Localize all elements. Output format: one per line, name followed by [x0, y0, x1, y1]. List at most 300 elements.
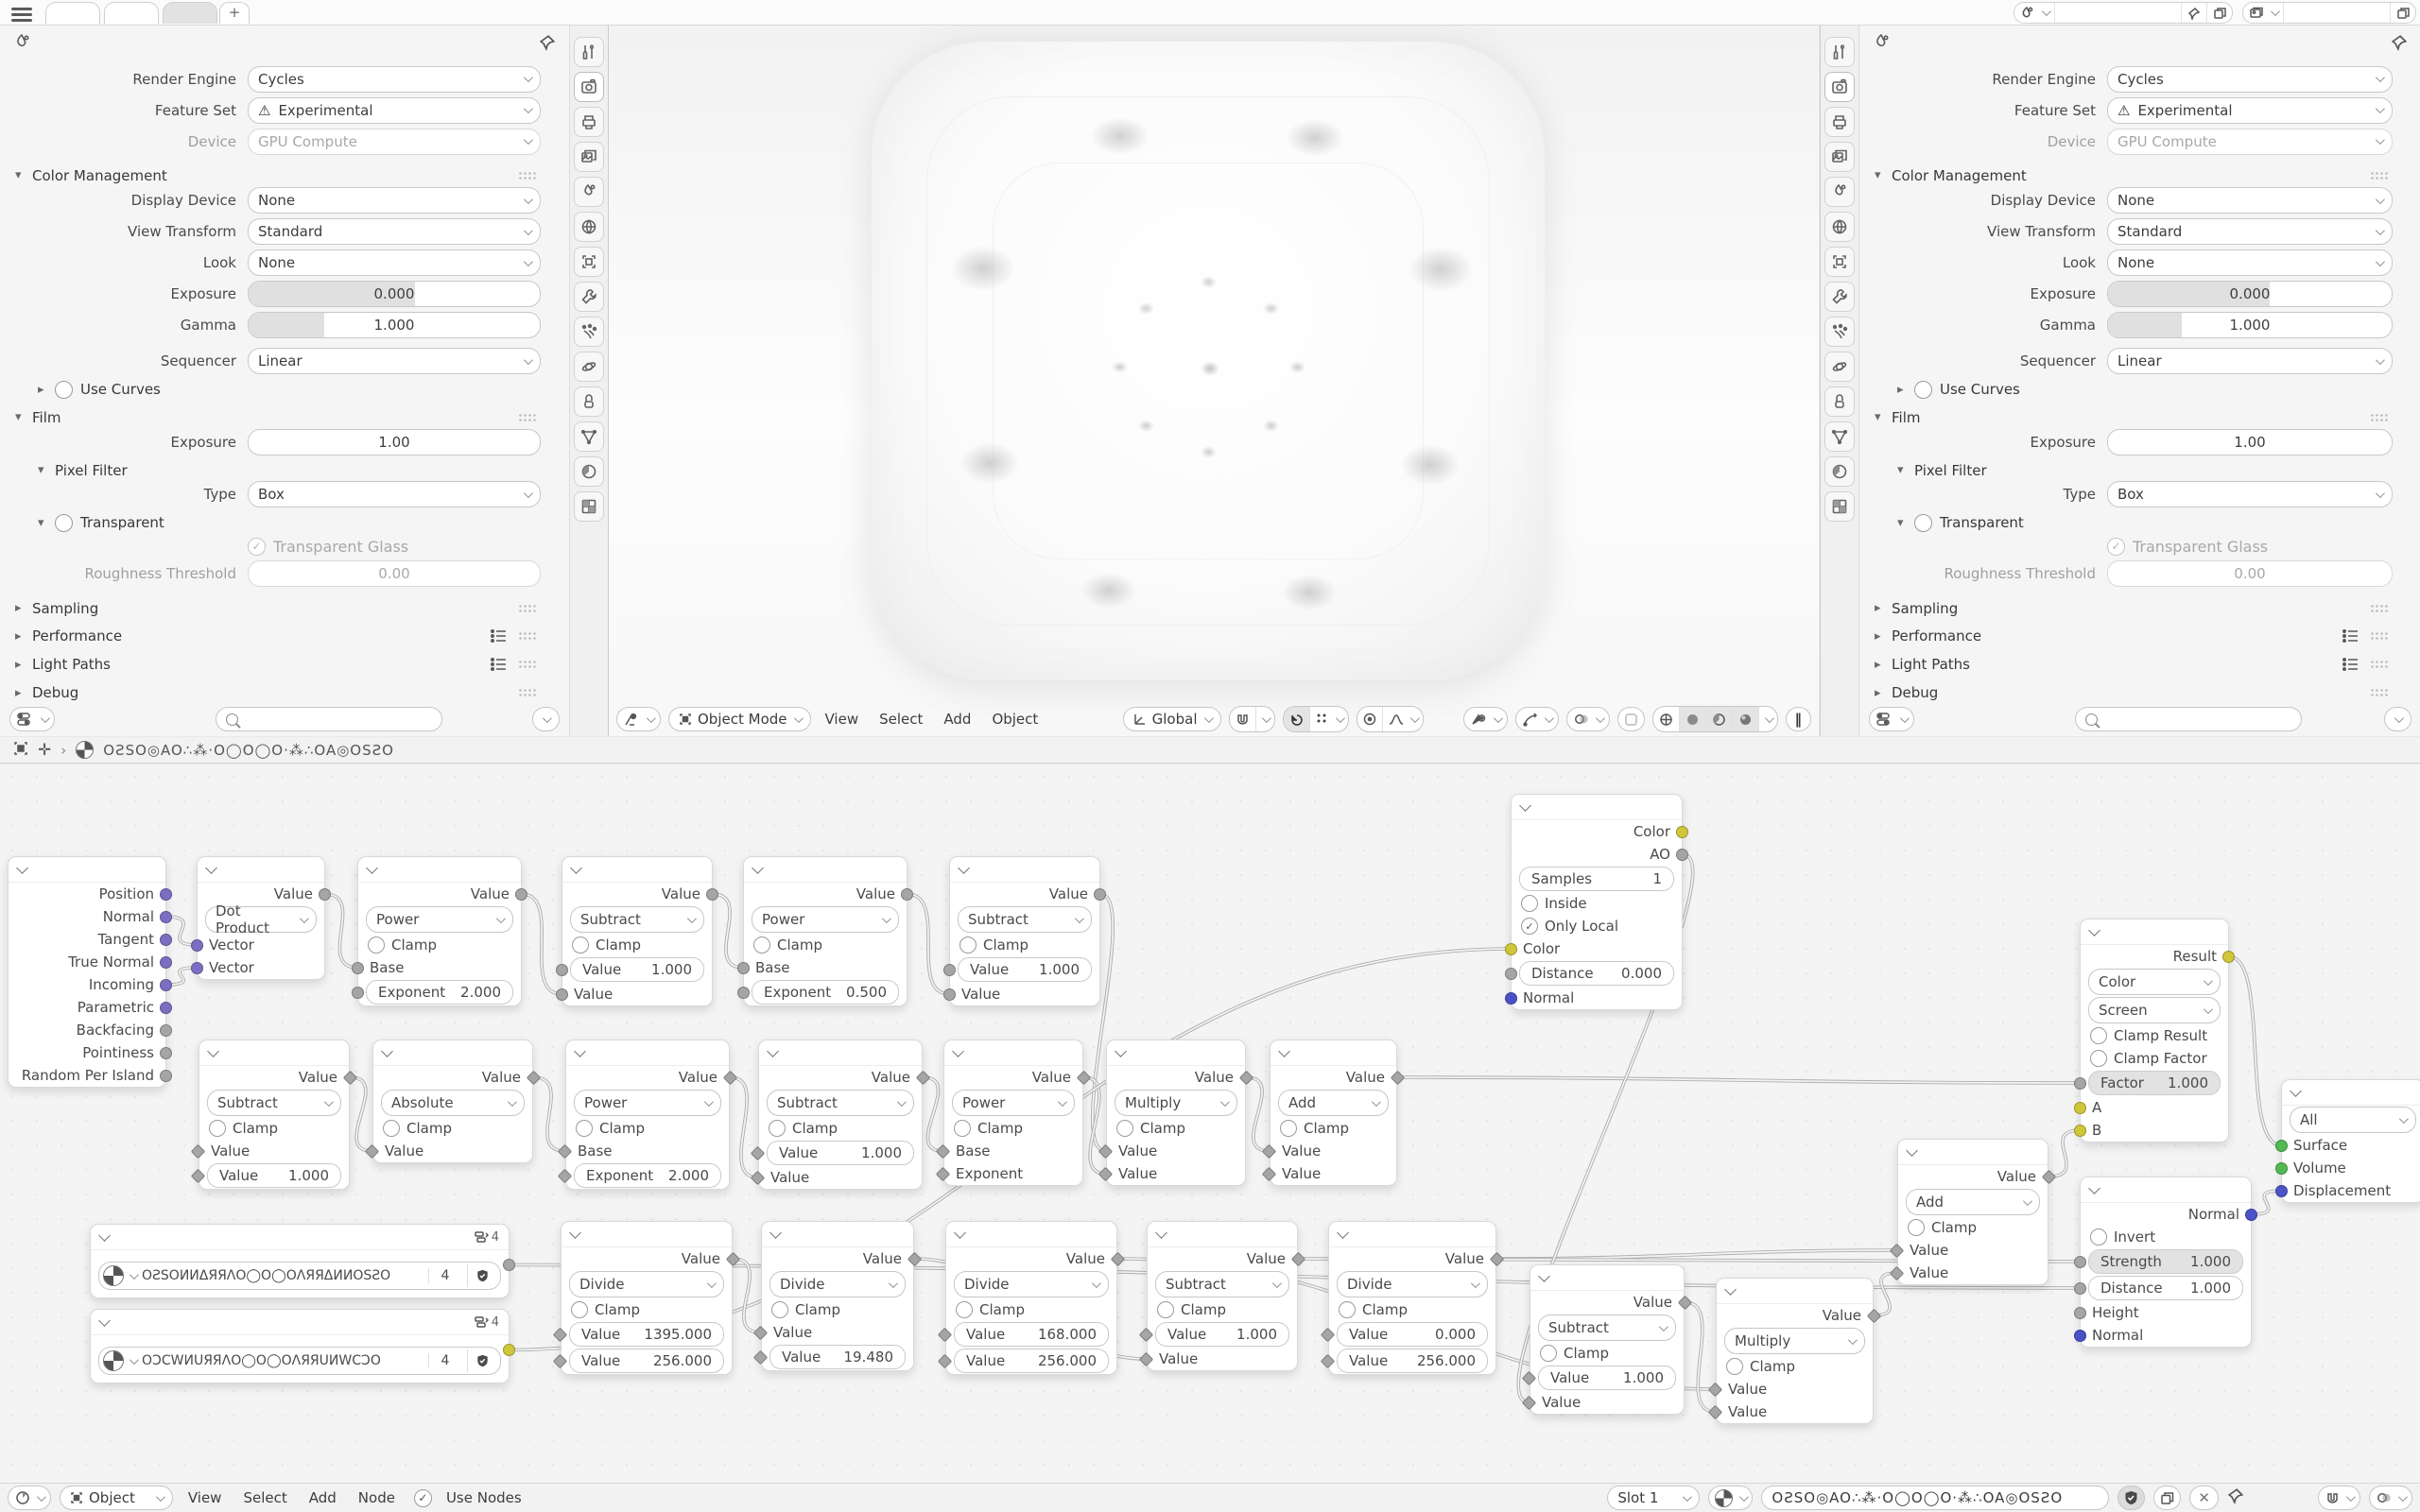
transparent-glass-checkbox[interactable]	[2107, 538, 2125, 556]
node-pow3[interactable]	[565, 1040, 730, 1190]
display-device-dropdown[interactable]: None	[2107, 187, 2393, 214]
clamp-checkbox[interactable]	[1540, 1345, 1557, 1362]
clamp-checkbox[interactable]	[956, 1301, 973, 1318]
output-socket-position[interactable]	[160, 888, 172, 901]
clamp-checkbox[interactable]	[753, 936, 770, 954]
section-color-management[interactable]: ▾ Color Management	[0, 166, 569, 185]
viewport-3d[interactable]	[609, 26, 1819, 736]
view-layer-copy-icon[interactable]	[2390, 3, 2415, 23]
node-collapse-chevron[interactable]	[944, 1040, 1082, 1066]
tab-physics[interactable]	[1824, 352, 1855, 382]
node-collapse-chevron[interactable]	[373, 1040, 532, 1066]
operation-dropdown[interactable]: Subtract	[767, 1090, 914, 1116]
output-socket-color[interactable]	[1676, 826, 1688, 838]
add-workspace-button[interactable]: +	[219, 2, 250, 24]
node-div2[interactable]	[761, 1221, 914, 1371]
clamp-checkbox[interactable]	[383, 1120, 400, 1137]
value-field[interactable]: Value 19.480	[769, 1345, 906, 1369]
clamp-checkbox[interactable]	[1280, 1120, 1297, 1137]
operation-dropdown[interactable]: Color	[2088, 969, 2221, 995]
input-socket-exponent[interactable]	[352, 987, 364, 999]
operation-dropdown[interactable]: Subtract	[1538, 1314, 1676, 1341]
input-socket-b[interactable]	[2074, 1125, 2086, 1137]
subsection-transparent[interactable]: ▾ Transparent	[38, 514, 164, 532]
clamp-checkbox[interactable]	[1908, 1219, 1925, 1236]
tab-material[interactable]	[574, 456, 604, 487]
operation-dropdown[interactable]: Divide	[569, 1271, 724, 1297]
input-socket-surface[interactable]	[2275, 1140, 2288, 1152]
tab-particles[interactable]	[574, 317, 604, 347]
transparent-checkbox[interactable]	[55, 514, 73, 532]
node-add2[interactable]	[1897, 1139, 2048, 1285]
input-socket-base[interactable]	[352, 962, 364, 974]
tab-output[interactable]	[1824, 107, 1855, 137]
value-field[interactable]: Distance 0.000	[1519, 961, 1674, 986]
operation-dropdown[interactable]: Absolute	[381, 1090, 525, 1116]
filter-type-dropdown[interactable]: Box	[2107, 481, 2393, 507]
drag-grip-icon[interactable]	[518, 413, 537, 422]
drag-grip-icon[interactable]	[518, 171, 537, 180]
add-cursor-icon[interactable]: ✛	[38, 740, 52, 760]
snap-options-dropdown[interactable]	[1255, 707, 1274, 731]
preset-list-icon[interactable]	[2342, 628, 2360, 644]
section-film[interactable]: ▾ Film	[1859, 408, 2420, 427]
menu-select[interactable]: Select	[879, 711, 924, 728]
datablock-selector[interactable]	[98, 1262, 501, 1290]
viewport-object[interactable]	[872, 42, 1545, 680]
operation-dropdown[interactable]: Screen	[2088, 997, 2221, 1023]
node-collapse-chevron[interactable]	[1512, 795, 1682, 820]
menu-select[interactable]: Select	[243, 1489, 287, 1506]
rotate-snap-icon[interactable]	[1284, 707, 1309, 731]
tab-view-layer[interactable]	[1824, 142, 1855, 172]
drag-grip-icon[interactable]	[518, 631, 537, 641]
shading-material-icon[interactable]	[1705, 707, 1732, 731]
value-field[interactable]: Value 1.000	[570, 957, 704, 982]
tab-output[interactable]	[574, 107, 604, 137]
operation-dropdown[interactable]: Dot Product	[205, 906, 317, 933]
workspace-tab-2[interactable]	[104, 2, 159, 24]
subsection-pixel-filter[interactable]: ▾ Pixel Filter	[1897, 461, 1987, 479]
datablock-selector[interactable]	[98, 1347, 501, 1375]
snap-magnet-icon[interactable]	[1230, 707, 1255, 731]
input-socket-value[interactable]	[556, 964, 568, 976]
options-dropdown[interactable]	[2384, 707, 2411, 731]
transparent-glass-checkbox[interactable]	[248, 538, 266, 556]
output-socket-random-per-island[interactable]	[160, 1070, 172, 1082]
proportional-edit-icon[interactable]	[1357, 707, 1382, 731]
grid-dots-icon[interactable]	[1309, 707, 1348, 731]
orientation-dropdown[interactable]: Global	[1123, 707, 1221, 731]
inside-checkbox[interactable]	[1521, 895, 1538, 912]
material-ball-icon[interactable]	[103, 1350, 124, 1371]
node-out[interactable]	[2281, 1079, 2420, 1203]
node-collapse-chevron[interactable]	[562, 1222, 732, 1247]
drag-grip-icon[interactable]	[518, 604, 537, 613]
drag-grip-icon[interactable]	[518, 688, 537, 697]
output-socket-result[interactable]	[2222, 951, 2235, 963]
tab-object[interactable]	[574, 247, 604, 277]
node-collapse-chevron[interactable]	[9, 857, 165, 883]
clamp-checkbox[interactable]	[572, 936, 589, 954]
view-layer-icon[interactable]	[2243, 3, 2283, 23]
output-socket-tangent[interactable]	[160, 934, 172, 946]
tab-particles[interactable]	[1824, 317, 1855, 347]
visibility-dropdown[interactable]	[1463, 707, 1508, 731]
subsection-pixel-filter[interactable]: ▾ Pixel Filter	[38, 461, 128, 479]
drag-grip-icon[interactable]	[2370, 604, 2389, 613]
gamma-slider[interactable]: 1.000	[248, 312, 541, 338]
scene-pin-icon[interactable]	[2181, 3, 2206, 23]
subsection-use-curves[interactable]: ▸ Use Curves	[38, 381, 161, 399]
operation-dropdown[interactable]: Power	[752, 906, 899, 933]
node-collapse-chevron[interactable]	[762, 1222, 913, 1247]
use-curves-checkbox[interactable]	[1914, 381, 1932, 399]
sequencer-dropdown[interactable]: Linear	[2107, 348, 2393, 374]
section-light-paths[interactable]: ▸ Light Paths	[0, 655, 569, 674]
tab-data[interactable]	[1824, 421, 1855, 452]
tab-tool[interactable]	[574, 37, 604, 67]
tab-scene[interactable]	[1824, 177, 1855, 207]
input-socket-height[interactable]	[2074, 1307, 2086, 1319]
drag-grip-icon[interactable]	[2370, 688, 2389, 697]
node-collapse-chevron[interactable]	[358, 857, 521, 883]
menu-object[interactable]: Object	[992, 711, 1039, 728]
operation-dropdown[interactable]: Power	[952, 1090, 1075, 1116]
node-sub4[interactable]	[758, 1040, 923, 1190]
node-ao[interactable]	[1511, 794, 1683, 1010]
shading-options-dropdown[interactable]	[1758, 707, 1777, 731]
input-socket-base[interactable]	[737, 962, 750, 974]
pause-button[interactable]: ‖	[1786, 707, 1812, 731]
properties-filter-icon[interactable]	[9, 707, 55, 731]
properties-search-input[interactable]	[2075, 707, 2302, 731]
exposure-slider[interactable]: 0.000	[248, 281, 541, 307]
output-socket-true-normal[interactable]	[160, 956, 172, 969]
tab-view-layer[interactable]	[574, 142, 604, 172]
drag-grip-icon[interactable]	[2370, 660, 2389, 669]
clamp-checkbox[interactable]	[959, 936, 977, 954]
clamp-checkbox[interactable]	[209, 1120, 226, 1137]
input-socket-a[interactable]	[2074, 1102, 2086, 1114]
node-collapse-chevron[interactable]	[1717, 1279, 1873, 1304]
menu-view[interactable]: View	[187, 1489, 222, 1506]
mode-dropdown[interactable]: Object Mode	[668, 707, 811, 731]
input-socket-distance[interactable]	[1505, 968, 1517, 980]
output-socket-normal[interactable]	[2245, 1209, 2257, 1221]
node-collapse-chevron[interactable]	[562, 857, 712, 883]
operation-dropdown[interactable]: Add	[1906, 1189, 2040, 1215]
input-socket-value[interactable]	[943, 964, 956, 976]
scene-selector[interactable]	[2014, 2, 2233, 24]
clamp-result-checkbox[interactable]	[2090, 1027, 2107, 1044]
only-local-checkbox[interactable]	[1521, 918, 1538, 935]
workspace-tab-1[interactable]	[45, 2, 100, 24]
section-film[interactable]: ▾ Film	[0, 408, 569, 427]
node-grpB[interactable]	[90, 1309, 510, 1383]
input-socket-volume[interactable]	[2275, 1162, 2288, 1175]
operation-dropdown[interactable]: Multiply	[1115, 1090, 1237, 1116]
fake-user-shield-button[interactable]	[2118, 1486, 2145, 1510]
clamp-checkbox[interactable]	[1726, 1358, 1743, 1375]
menu-add[interactable]: Add	[943, 711, 972, 728]
input-socket-distance[interactable]	[2074, 1282, 2086, 1295]
device-dropdown[interactable]: GPU Compute	[248, 129, 541, 155]
node-sub6[interactable]	[1530, 1264, 1685, 1415]
feature-set-dropdown[interactable]: ⚠ Experimental	[248, 97, 541, 124]
node-sub3[interactable]	[199, 1040, 350, 1190]
material-browse-dropdown[interactable]	[1708, 1486, 1753, 1510]
datablock-name[interactable]: OƧSOИИΔЯЯΛO◯O◯OΛЯЯΔИИOSƧO	[142, 1268, 391, 1283]
menu-node[interactable]: Node	[357, 1489, 395, 1506]
object-context-icon[interactable]	[13, 741, 28, 760]
node-collapse-chevron[interactable]	[744, 857, 907, 883]
preset-list-icon[interactable]	[490, 657, 509, 672]
node-collapse-chevron[interactable]	[1530, 1265, 1684, 1291]
tab-render[interactable]	[1824, 72, 1855, 102]
tab-material[interactable]	[1824, 456, 1855, 487]
exposure-slider[interactable]: 0.000	[2107, 281, 2393, 307]
tab-modifiers[interactable]	[574, 282, 604, 312]
overlays-toggle-button[interactable]	[2369, 1486, 2412, 1510]
input-socket-strength[interactable]	[2074, 1256, 2086, 1268]
section-debug[interactable]: ▸ Debug	[0, 683, 569, 702]
material-name-input[interactable]: OƧSO◎AO∴⁂·O◯O◯O·⁂∴OA◎OSƧO	[1761, 1486, 2109, 1510]
output-socket-value[interactable]	[515, 888, 527, 901]
operation-dropdown[interactable]: Divide	[1337, 1271, 1488, 1297]
snapping-magnet-button[interactable]	[2318, 1486, 2360, 1510]
fake-user-shield-button[interactable]	[467, 1349, 496, 1372]
xray-toggle[interactable]	[1617, 707, 1645, 731]
device-dropdown[interactable]: GPU Compute	[2107, 129, 2393, 155]
node-mul2[interactable]	[1716, 1278, 1874, 1424]
preset-list-icon[interactable]	[490, 628, 509, 644]
node-collapse-chevron[interactable]	[199, 1040, 349, 1066]
invert-checkbox[interactable]	[2090, 1228, 2107, 1246]
node-abs1[interactable]	[372, 1040, 533, 1163]
node-div1[interactable]	[561, 1221, 733, 1375]
output-socket-value[interactable]	[1094, 888, 1106, 901]
node-collapse-chevron[interactable]	[946, 1222, 1116, 1247]
node-collapse-chevron[interactable]	[1898, 1140, 2048, 1165]
value-field[interactable]: Exponent 0.500	[752, 980, 899, 1005]
value-field[interactable]: Value 1.000	[767, 1141, 914, 1165]
section-performance[interactable]: ▸ Performance	[1859, 627, 2420, 645]
use-curves-checkbox[interactable]	[55, 381, 73, 399]
node-collapse-chevron[interactable]	[91, 1225, 509, 1250]
output-socket-backfacing[interactable]	[160, 1024, 172, 1037]
value-field[interactable]: Value 1.000	[1155, 1322, 1289, 1347]
operation-dropdown[interactable]: Power	[366, 906, 513, 933]
input-socket-vector[interactable]	[191, 939, 203, 952]
feature-set-dropdown[interactable]: ⚠ Experimental	[2107, 97, 2393, 124]
clamp-checkbox[interactable]	[571, 1301, 588, 1318]
section-debug[interactable]: ▸ Debug	[1859, 683, 2420, 702]
clamp-factor-checkbox[interactable]	[2090, 1050, 2107, 1067]
node-collapse-chevron[interactable]	[759, 1040, 922, 1066]
section-sampling[interactable]: ▸ Sampling	[0, 599, 569, 618]
display-device-dropdown[interactable]: None	[248, 187, 541, 214]
node-geo[interactable]	[8, 856, 166, 1088]
input-socket-value[interactable]	[943, 988, 956, 1001]
operation-dropdown[interactable]: Add	[1278, 1090, 1389, 1116]
roughness-threshold-field[interactable]: 0.00	[2107, 560, 2393, 587]
shading-rendered-icon[interactable]	[1732, 707, 1758, 731]
film-exposure-field[interactable]: 1.00	[2107, 429, 2393, 455]
operation-dropdown[interactable]: Subtract	[570, 906, 704, 933]
input-socket-color[interactable]	[1505, 943, 1517, 955]
roughness-threshold-field[interactable]: 0.00	[248, 560, 541, 587]
value-field[interactable]: Value 256.000	[1337, 1349, 1488, 1373]
value-field[interactable]: Value 256.000	[954, 1349, 1109, 1373]
output-socket[interactable]	[503, 1259, 515, 1271]
value-field[interactable]: Value 1.000	[1538, 1366, 1676, 1390]
node-pow4[interactable]	[943, 1040, 1083, 1186]
filter-type-dropdown[interactable]: Box	[248, 481, 541, 507]
node-sub2[interactable]	[949, 856, 1100, 1006]
node-collapse-chevron[interactable]	[2081, 1177, 2251, 1203]
output-socket-value[interactable]	[319, 888, 331, 901]
scene-icon[interactable]	[2014, 3, 2054, 23]
node-pow2[interactable]	[743, 856, 908, 1006]
operation-dropdown[interactable]: Subtract	[207, 1090, 341, 1116]
shading-wireframe-icon[interactable]	[1653, 707, 1679, 731]
operation-dropdown[interactable]: Power	[574, 1090, 721, 1116]
output-socket-incoming[interactable]	[160, 979, 172, 991]
pin-icon[interactable]	[2227, 1487, 2244, 1508]
value-field[interactable]: Value 1395.000	[569, 1322, 724, 1347]
node-collapse-chevron[interactable]	[2282, 1080, 2420, 1106]
drag-grip-icon[interactable]	[2370, 631, 2389, 641]
tab-object[interactable]	[1824, 247, 1855, 277]
input-socket-factor[interactable]	[2074, 1077, 2086, 1090]
value-field[interactable]: Value 1.000	[958, 957, 1092, 982]
datablock-name[interactable]: OƆCWИUЯЯΛO◯O◯OΛЯЯUИWCƆO	[142, 1353, 381, 1368]
node-mul1[interactable]	[1106, 1040, 1246, 1186]
scene-copy-icon[interactable]	[2206, 3, 2232, 23]
clamp-checkbox[interactable]	[1157, 1301, 1174, 1318]
value-field[interactable]: Exponent 2.000	[366, 980, 513, 1005]
node-div4[interactable]	[1328, 1221, 1496, 1375]
drag-grip-icon[interactable]	[518, 660, 537, 669]
operation-dropdown[interactable]: Subtract	[958, 906, 1092, 933]
input-socket-value[interactable]	[556, 988, 568, 1001]
clamp-checkbox[interactable]	[1116, 1120, 1133, 1137]
value-field[interactable]: Samples 1	[1519, 867, 1674, 891]
output-socket-value[interactable]	[901, 888, 913, 901]
overlays-dropdown[interactable]	[1566, 707, 1610, 731]
node-div3[interactable]	[945, 1221, 1117, 1375]
section-color-management[interactable]: ▾ Color Management	[1859, 166, 2420, 185]
input-socket-normal[interactable]	[1505, 992, 1517, 1005]
output-socket-normal[interactable]	[160, 911, 172, 923]
tab-texture[interactable]	[1824, 491, 1855, 522]
operation-dropdown[interactable]: Multiply	[1724, 1328, 1865, 1354]
scene-name-input[interactable]	[2054, 3, 2181, 23]
render-engine-dropdown[interactable]: Cycles	[2107, 66, 2393, 93]
tab-texture[interactable]	[574, 491, 604, 522]
pin-id-icon[interactable]	[2391, 34, 2408, 55]
look-dropdown[interactable]: None	[248, 249, 541, 276]
node-bump[interactable]	[2080, 1177, 2252, 1348]
node-collapse-chevron[interactable]	[1148, 1222, 1297, 1247]
output-socket-pointiness[interactable]	[160, 1047, 172, 1059]
tab-world[interactable]	[1824, 212, 1855, 242]
input-socket-displacement[interactable]	[2275, 1185, 2288, 1197]
section-sampling[interactable]: ▸ Sampling	[1859, 599, 2420, 618]
properties-search-input[interactable]	[216, 707, 442, 731]
output-socket-ao[interactable]	[1676, 849, 1688, 861]
view-layer-name-input[interactable]	[2283, 3, 2390, 23]
workspace-tab-3-active[interactable]	[163, 2, 217, 24]
editor-type-button[interactable]	[8, 1486, 51, 1510]
value-field[interactable]: Value 0.000	[1337, 1322, 1488, 1347]
subsection-use-curves[interactable]: ▸ Use Curves	[1897, 381, 2020, 399]
value-field[interactable]: Distance 1.000	[2088, 1276, 2243, 1300]
gizmos-dropdown[interactable]	[1515, 707, 1559, 731]
tab-modifiers[interactable]	[1824, 282, 1855, 312]
section-performance[interactable]: ▸ Performance	[0, 627, 569, 645]
render-engine-dropdown[interactable]: Cycles	[248, 66, 541, 93]
input-socket-normal[interactable]	[2074, 1330, 2086, 1342]
tab-tool[interactable]	[1824, 37, 1855, 67]
unlink-material-button[interactable]: ✕	[2189, 1486, 2219, 1510]
pin-id-icon[interactable]	[539, 34, 556, 55]
transparent-checkbox[interactable]	[1914, 514, 1932, 532]
view-transform-dropdown[interactable]: Standard	[2107, 218, 2393, 245]
properties-editor-icon[interactable]	[1873, 34, 1892, 55]
menu-add[interactable]: Add	[308, 1489, 337, 1506]
value-field[interactable]: Value 256.000	[569, 1349, 724, 1373]
shading-solid-icon[interactable]	[1679, 707, 1705, 731]
properties-editor-icon[interactable]	[13, 34, 32, 55]
shader-context-dropdown[interactable]: Object	[60, 1486, 173, 1510]
view-transform-dropdown[interactable]: Standard	[248, 218, 541, 245]
operation-dropdown[interactable]: Divide	[954, 1271, 1109, 1297]
node-mix[interactable]	[2080, 919, 2229, 1143]
input-socket-exponent[interactable]	[737, 987, 750, 999]
breadcrumb-material-name[interactable]: OƧSO◎AO∴⁂·O◯O◯O·⁂∴OA◎OSƧO	[103, 741, 394, 759]
drag-grip-icon[interactable]	[2370, 171, 2389, 180]
node-collapse-chevron[interactable]	[2081, 919, 2228, 945]
node-collapse-chevron[interactable]	[198, 857, 324, 883]
clamp-checkbox[interactable]	[954, 1120, 971, 1137]
editor-type-button[interactable]	[616, 707, 661, 731]
node-add1[interactable]	[1270, 1040, 1397, 1186]
clamp-checkbox[interactable]	[769, 1120, 786, 1137]
node-collapse-chevron[interactable]	[950, 857, 1099, 883]
film-exposure-field[interactable]: 1.00	[248, 429, 541, 455]
clamp-checkbox[interactable]	[368, 936, 385, 954]
node-dot[interactable]	[197, 856, 325, 980]
view-layer-selector[interactable]	[2242, 2, 2416, 24]
operation-dropdown[interactable]: All	[2290, 1107, 2416, 1133]
properties-filter-icon[interactable]	[1869, 707, 1914, 731]
output-socket-parametric[interactable]	[160, 1002, 172, 1014]
tab-data[interactable]	[574, 421, 604, 452]
tab-physics[interactable]	[574, 352, 604, 382]
operation-dropdown[interactable]: Divide	[769, 1271, 906, 1297]
operation-dropdown[interactable]: Subtract	[1155, 1271, 1289, 1297]
input-socket-vector[interactable]	[191, 962, 203, 974]
preset-list-icon[interactable]	[2342, 657, 2360, 672]
tab-scene[interactable]	[574, 177, 604, 207]
falloff-curve-icon[interactable]	[1382, 707, 1423, 731]
look-dropdown[interactable]: None	[2107, 249, 2393, 276]
output-socket[interactable]	[503, 1344, 515, 1356]
menu-view[interactable]: View	[824, 711, 859, 728]
node-sub5[interactable]	[1147, 1221, 1298, 1371]
